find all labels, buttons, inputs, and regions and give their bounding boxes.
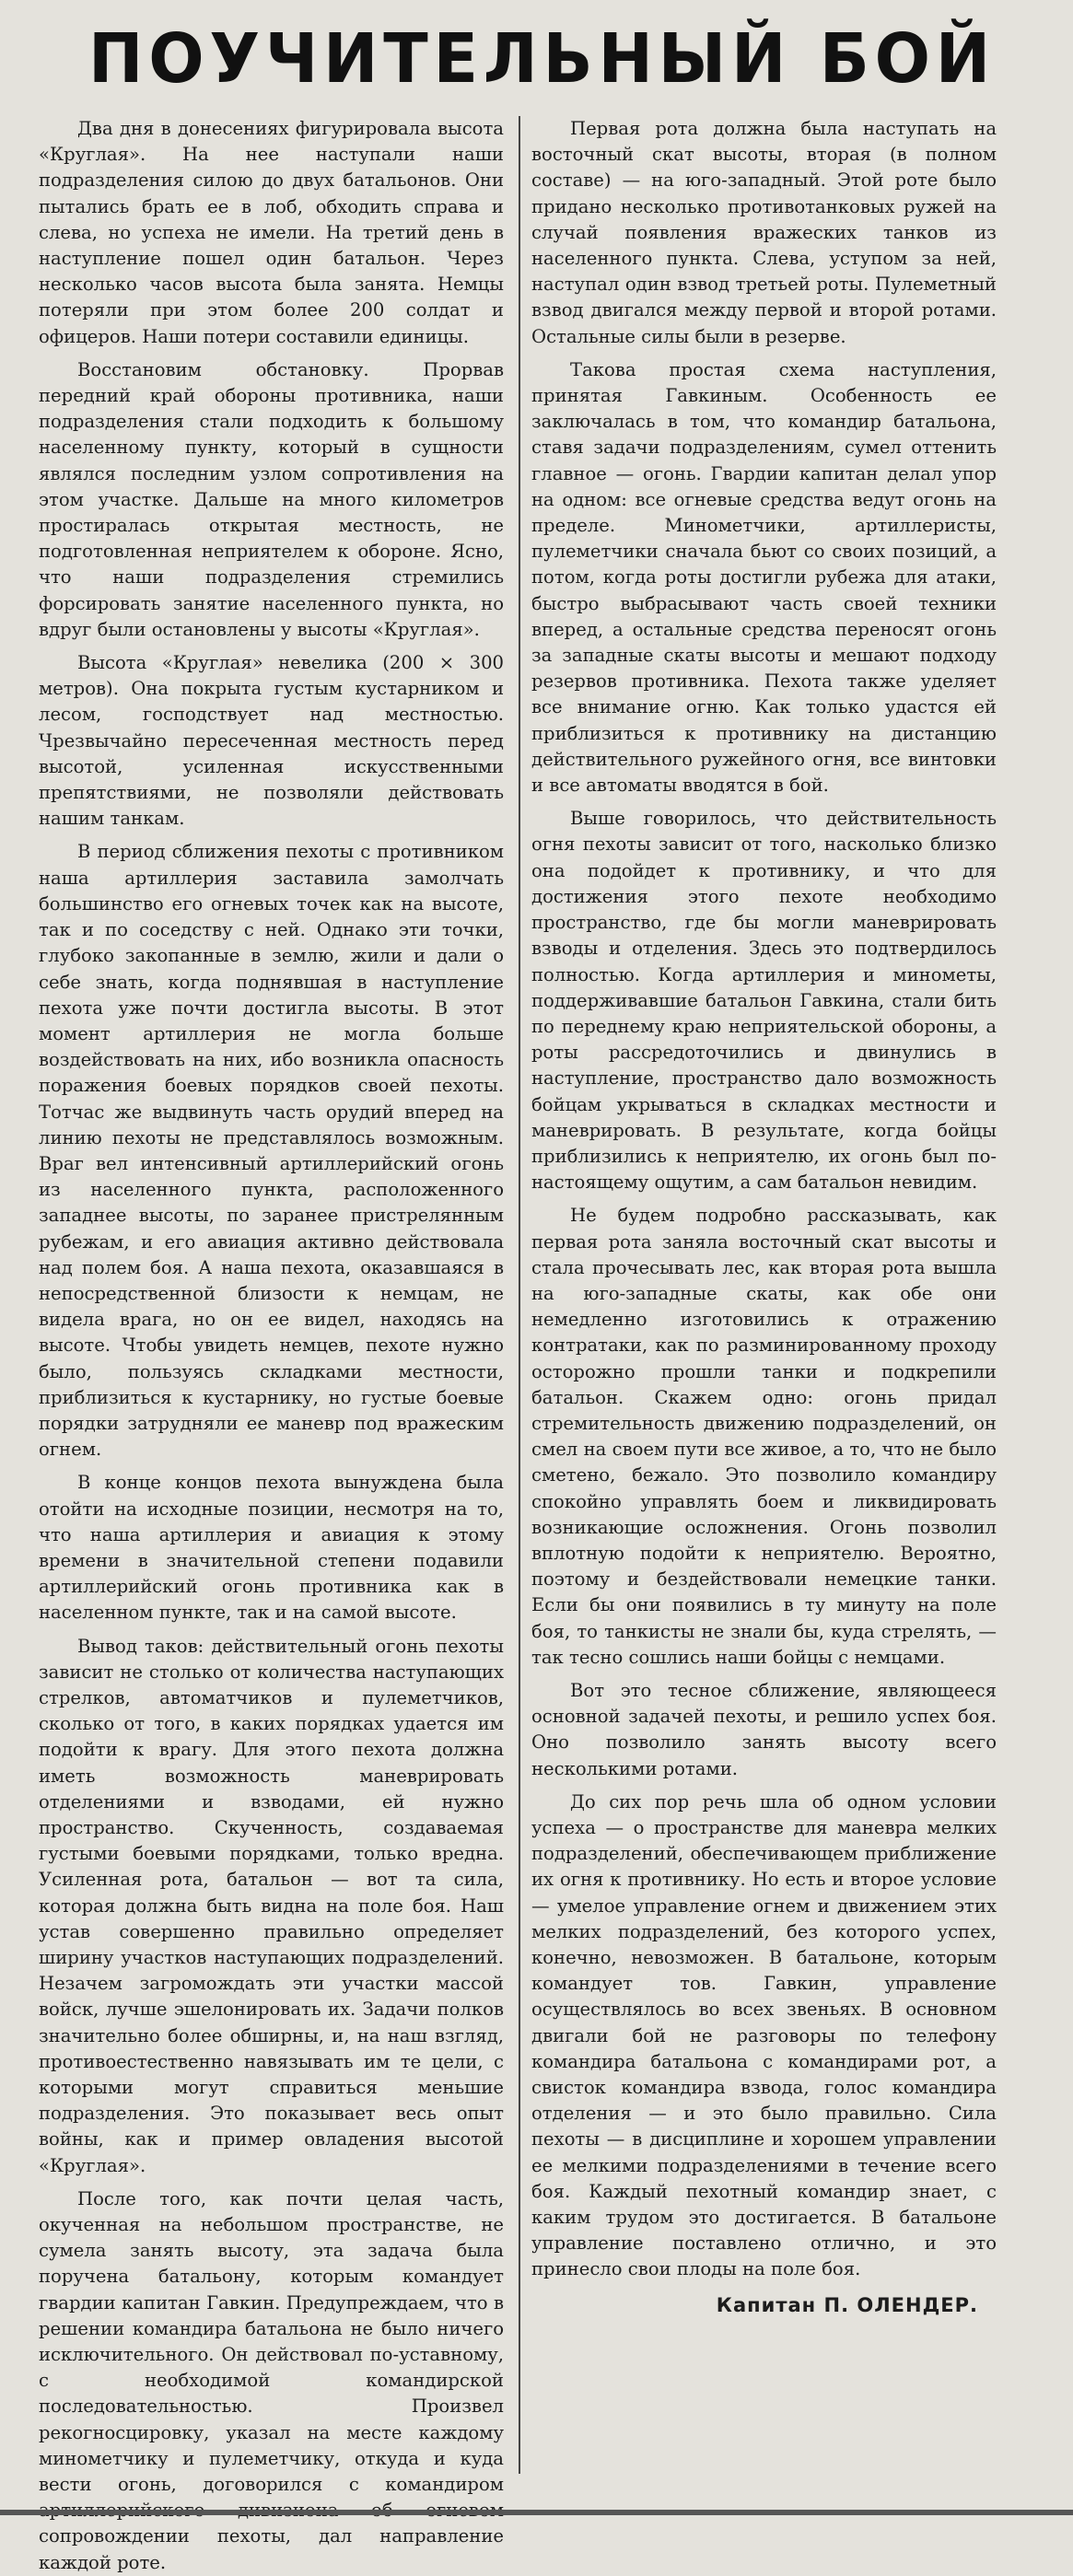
- paragraph: Высота «Круглая» невелика (200 × 300 метров). Она покрыта густым кустарником и лесом, господствует над местностью. Чрезвычайно пересеченная местность перед высотой, усиленная искусственными препятствиями, не позволяли действовать нашим танкам.: [39, 652, 504, 830]
- bottom-rule: [0, 2510, 1073, 2515]
- paragraph: В период сближения пехоты с противником наша артиллерия заставила замолчать большинство его огневых точек как на высоте, так и по соседству с ней. Однако эти точки, глубоко закопанные в землю, жили и дали о себе знать, когда поднявшая в наступление пехота уже почти достигла высоты. В этот момент артиллерия не могла больше воздействовать на них, ибо возникла опасность поражения боевых порядков своей пехоты. Тотчас же выдвинуть часть орудий вперед на линию пехоты не представлялось возможным. Враг вел интенсивный артиллерийский огонь из населенного пункта, расположенного западнее высоты, по заранее пристрелянным рубежам, и его авиация активно действовала над полем боя. А наша пехота, оказавшаяся в непосредственной близости к немцам, не видела врага, но он ее видел, находясь на высоте. Чтобы увидеть немцев, пехоте нужно было, пользуясь складками местности, приблизиться к кустарнику, но густые боевые порядки затрудняли ее маневр под вражеским огнем.: [39, 841, 504, 1461]
- paragraph: В конце концов пехота вынуждена была отойти на исходные позиции, несмотря на то, что наша артиллерия и авиация к этому времени в значительной степени подавили артиллерийский огонь противника как в населенном пункте, так и на самой высоте.: [39, 1472, 504, 1624]
- paragraph: Не будем подробно рассказывать, как первая рота заняла восточный скат высоты и стала прочесывать лес, как вторая рота вышла на юго-западные скаты, как обе они немедленно изготовились к отражению контратаки, как по разминированному проходу осторожно прошли танки и подкрепили батальон. Скажем одно: огонь придал стремительность движению подразделений, он смел на своем пути все живое, а то, что не было сметено, бежало. Это позволило командиру спокойно управлять боем и ликвидировать возникающие осложнения. Огонь позволил вплотную подойти к неприятелю. Вероятно, поэтому и бездействовали немецкие танки. Если бы они появились в ту минуту на поле боя, то танкисты не знали бы, куда стрелять, — так тесно сошлись наши бойцы с немцами.: [531, 1205, 997, 1668]
- article-title: ПОУЧИТЕЛЬНЫЙ БОЙ: [87, 19, 997, 99]
- author-signature: Капитан П. ОЛЕНДЕР.: [716, 2293, 978, 2316]
- column-divider: [519, 116, 520, 2474]
- paragraph: Вот это тесное сближение, являющееся основной задачей пехоты, и решило успех боя. Оно позволило занять высоту всего несколькими ротами.: [531, 1679, 997, 1779]
- paragraph: Вывод таков: действительный огонь пехоты зависит не столько от количества наступающих стрелков, автоматчиков и пулеметчиков, сколько от того, в каких порядках удается им подойти к врагу. Для этого пехота должна иметь возможность маневрировать отделениями и взводами, ей нужно пространство. Скученность, создаваемая густыми боевыми порядками, только вредна. Усиленная рота, батальон — вот та сила, которая должна быть видна на поле боя. Наш устав совершенно правильно определяет ширину участков наступающих подразделений. Незачем загромождать эти участки массой войск, лучше эшелонировать их. Задачи полков значительно более обширны, и, на наш взгляд, противоестественно навязывать им те цели, с которыми могут справиться меньшие подразделения. Это показывает весь опыт войны, как и пример овладения высотой «Круглая».: [39, 1635, 504, 2176]
- paragraph: Восстановим обстановку. Прорвав передний край обороны противника, наши подразделения стали подходить к большому населенному пункту, который в сущности являлся последним узлом сопротивления на этом участке. Дальше на много километров простиралась открытая местность, не подготовленная неприятелем к обороне. Ясно, что наши подразделения стремились форсировать занятие населенного пункта, но вдруг были остановлены у высоты «Круглая».: [39, 358, 504, 640]
- paragraph: Два дня в донесениях фигурировала высота «Круглая». На нее наступали наши подразделения силою до двух батальонов. Они пытались брать ее в лоб, обходить справа и слева, но успеха не имели. На третий день в наступление пошел один батальон. Через несколько часов высота была занята. Немцы потеряли при этом более 200 солдат и офицеров. Наши потери составили единицы.: [39, 118, 504, 347]
- paragraph: До сих пор речь шла об одном условии успеха — о пространстве для маневра мелких подразделений, обеспечивающем приближение их огня к противнику. Но есть и второе условие — умелое управление огнем и движением этих мелких подразделений, без которого успех, конечно, невозможен. В батальоне, которым командует тов. Гавкин, управление осуществлялось во всех звеньях. В основном двигали бой не разговоры по телефону командира батальона с командирами рот, а свисток командира взвода, голос командира отделения — и это было правильно. Сила пехоты — в дисциплине и хорошем управлении ее мелкими подразделениями в течение всего боя. Каждый пехотный командир знает, с каким трудом это достигается. В батальоне управление поставлено отлично, и это принесло свои плоды на поле боя.: [531, 1790, 997, 2280]
- article-body: [39, 116, 1045, 2573]
- paragraph: Первая рота должна была наступать на восточный скат высоты, вторая (в полном составе) — на юго-западный. Этой роте было придано несколько противотанковых ружей на случай появления вражеских танков из населенного пункта. Слева, уступом за ней, наступал один взвод третьей роты. Пулеметный взвод двигался между первой и второй ротами. Остальные силы были в резерве.: [531, 118, 997, 347]
- paragraph: Выше говорилось, что действительность огня пехоты зависит от того, насколько близко она подойдет к противнику, и что для достижения этого пехоте необходимо пространство, где бы могли маневрировать взводы и отделения. Здесь это подтвердилось полностью. Когда артиллерия и минометы, поддерживавшие батальон Гавкина, стали бить по переднему краю неприятельской обороны, а роты рассредоточились и двинулись в наступление, пространство дало возможность бойцам укрываться в складках местности и маневрировать. В результате, когда бойцы приблизились к неприятелю, их огонь был по-настоящему ощутим, а сам батальон невидим.: [531, 808, 997, 1194]
- paragraph: Такова простая схема наступления, принятая Гавкиным. Особенность ее заключалась в том, что командир батальона, ставя задачи подразделениям, сумел оттенить главное — огонь. Гвардии капитан делал упор на одном: все огневые средства ведут огонь на пределе. Минометчики, артиллеристы, пулеметчики сначала бьют со своих позиций, а потом, когда роты достигли рубежа для атаки, быстро выбрасывают часть своей техники вперед, а остальные средства переносят огонь за западные скаты высоты и мешают подходу резервов противника. Пехота также уделяет все внимание огню. Как только удастся ей приблизиться к противнику на дистанцию действительного ружейного огня, все винтовки и все автоматы вводятся в бой.: [531, 358, 997, 797]
- paragraph: После того, как почти целая часть, окученная на небольшом пространстве, не сумела занять высоту, эта задача была поручена батальону, которым командует гвардии капитан Гавкин. Предупреждаем, что в решении командира батальона не было ничего исключительного. Он действовал по-уставному, с необходимой командирской последовательностью. Произвел рекогносцировку, указал на месте каждому минометчику и пулеметчику, откуда и куда вести огонь, договорился с командиром сопровождении пехоты, дал направление каждой роте.: [39, 2187, 504, 2573]
- left-column: [39, 116, 504, 2573]
- right-column: [531, 116, 997, 2474]
